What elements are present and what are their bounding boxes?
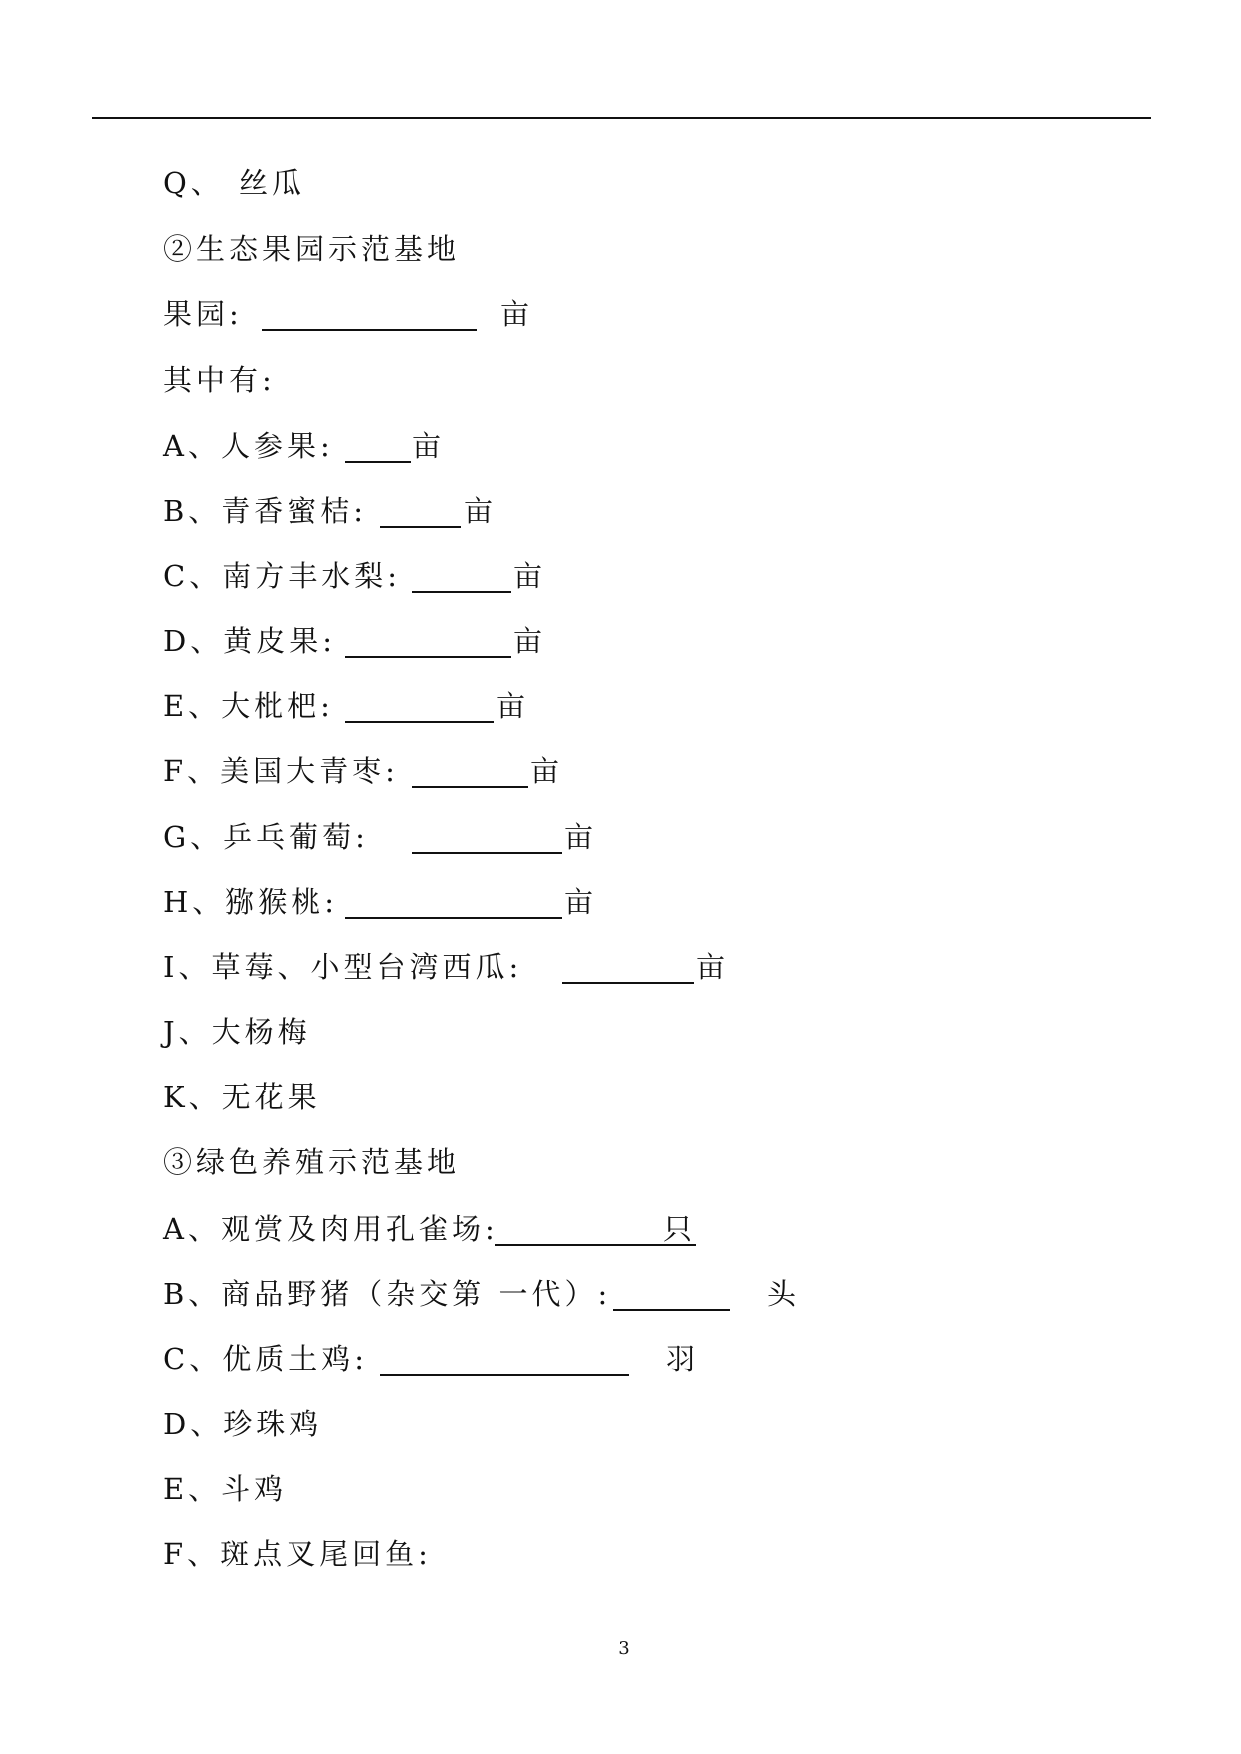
section-heading-breeding — [0, 1142, 1241, 1182]
header-rule — [92, 117, 1151, 119]
unit-label: 羽 — [666, 1342, 700, 1376]
area-label: 果园: — [163, 297, 243, 331]
list-item-luffa — [0, 163, 1241, 203]
heading-text: ②生态果园示范基地 — [163, 232, 461, 266]
item-label: E、斗鸡 — [163, 1472, 288, 1506]
list-item — [0, 817, 1241, 857]
section-heading-orchard — [0, 229, 1241, 269]
list-item — [0, 1077, 1241, 1117]
fill-blank — [613, 1309, 730, 1311]
unit-label: 亩 — [564, 820, 598, 854]
item-label: B、青香蜜桔: — [163, 494, 368, 528]
item-label: F、美国大青枣: — [163, 754, 399, 788]
unit-label: 只 — [663, 1212, 697, 1246]
orchard-area-row — [0, 294, 1241, 334]
heading-text: ③绿色养殖示范基地 — [163, 1145, 461, 1179]
unit-label: 亩 — [564, 885, 598, 919]
fill-blank — [380, 526, 461, 528]
orchard-intro — [0, 360, 1241, 400]
list-item — [0, 751, 1241, 791]
unit-label: 亩 — [513, 624, 547, 658]
list-item — [0, 426, 1241, 466]
unit-label: 亩 — [496, 689, 530, 723]
list-item — [0, 491, 1241, 531]
fill-blank — [412, 591, 511, 593]
unit-label: 头 — [767, 1277, 801, 1311]
list-item — [0, 1534, 1241, 1574]
item-label: K、无花果 — [163, 1080, 321, 1114]
fill-blank — [345, 917, 562, 919]
unit-label: 亩 — [513, 559, 547, 593]
list-item — [0, 686, 1241, 726]
item-label: F、斑点叉尾回鱼: — [163, 1537, 432, 1571]
item-label: Q、 — [163, 166, 224, 200]
list-item — [0, 1209, 1241, 1249]
list-item — [0, 1469, 1241, 1509]
list-item — [0, 556, 1241, 596]
unit-label: 亩 — [530, 754, 564, 788]
fill-blank — [345, 721, 494, 723]
fill-blank — [262, 329, 477, 331]
list-item — [0, 882, 1241, 922]
unit-label: 亩 — [464, 494, 498, 528]
list-item — [0, 1274, 1241, 1314]
item-label: B、商品野猪（杂交第 一代）: — [163, 1277, 612, 1311]
list-item — [0, 947, 1241, 987]
item-label: I、草莓、小型台湾西瓜: — [163, 950, 523, 984]
page-number: 3 — [618, 1638, 630, 1659]
unit-label: 亩 — [696, 950, 730, 984]
item-label: E、大枇杷: — [163, 689, 334, 723]
fill-blank — [412, 852, 562, 854]
intro-text: 其中有: — [163, 363, 276, 397]
unit-label: 亩 — [500, 297, 534, 331]
list-item — [0, 1012, 1241, 1052]
unit-label: 亩 — [412, 429, 446, 463]
item-label: A、观赏及肉用孔雀场: — [163, 1212, 499, 1246]
fill-blank — [412, 786, 528, 788]
fill-blank — [345, 461, 411, 463]
list-item — [0, 1339, 1241, 1379]
item-label: J、大杨梅 — [163, 1015, 311, 1049]
fill-blank — [345, 656, 511, 658]
fill-blank — [380, 1374, 629, 1376]
item-label: C、南方丰水梨: — [163, 559, 401, 593]
item-label: D、珍珠鸡 — [163, 1407, 323, 1441]
item-label: A、人参果: — [163, 429, 334, 463]
item-label: C、优质土鸡: — [163, 1342, 368, 1376]
item-label: D、黄皮果: — [163, 624, 337, 658]
fill-blank — [562, 982, 694, 984]
item-label: H、猕猴桃: — [163, 885, 339, 919]
list-item — [0, 621, 1241, 661]
list-item — [0, 1404, 1241, 1444]
item-label: G、乒乓葡萄: — [163, 820, 369, 854]
item-name: 丝瓜 — [239, 166, 306, 200]
